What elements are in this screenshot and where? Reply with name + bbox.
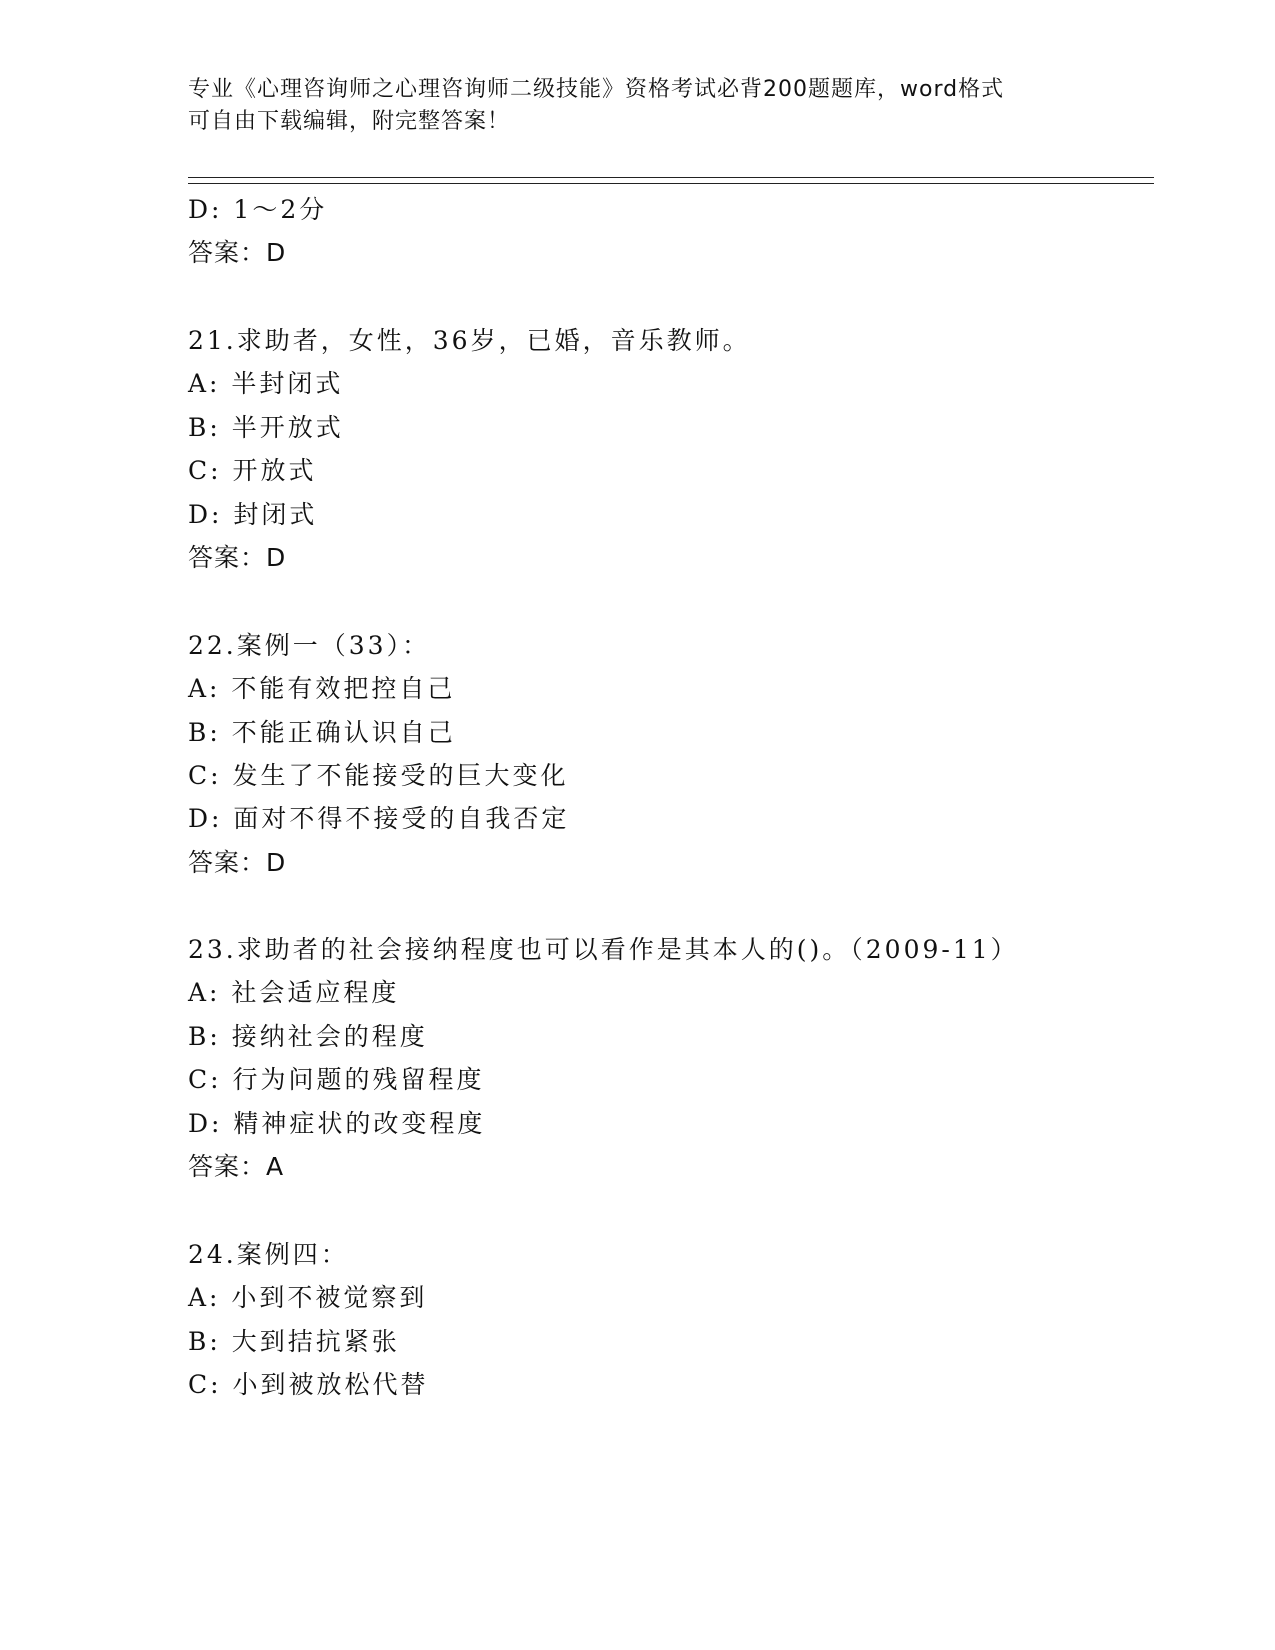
- question-23-stem: 23.求助者的社会接纳程度也可以看作是其本人的()。（2009-11）: [188, 935, 1019, 964]
- question-22-stem: 22.案例一（33）：: [188, 631, 431, 660]
- question-21-answer: 答案：D: [188, 543, 287, 572]
- question-21-option-a: A: 半封闭式: [188, 369, 344, 398]
- header-title-line-2: 可自由下载编辑，附完整答案！: [188, 109, 511, 134]
- question-23-option-a: A: 社会适应程度: [188, 978, 400, 1007]
- question-22-answer: 答案：D: [188, 848, 287, 877]
- question-22-option-c: C: 发生了不能接受的巨大变化: [188, 761, 569, 790]
- question-21-option-b: B: 半开放式: [188, 413, 344, 442]
- question-22-option-d: D: 面对不得不接受的自我否定: [188, 804, 570, 833]
- question-21-option-d: D: 封闭式: [188, 500, 318, 529]
- question-24-option-c: C: 小到被放松代替: [188, 1370, 429, 1399]
- question-22-option-a: A: 不能有效把控自己: [188, 674, 456, 703]
- question-21-option-c: C: 开放式: [188, 456, 317, 485]
- question-24-option-a: A: 小到不被觉察到: [188, 1283, 428, 1312]
- question-23-answer: 答案：A: [188, 1152, 285, 1181]
- question-21-stem: 21.求助者，女性，36岁，已婚，音乐教师。: [188, 326, 751, 355]
- question-23-option-b: B: 接纳社会的程度: [188, 1022, 428, 1051]
- header-title-line-1: 专业《心理咨询师之心理咨询师二级技能》资格考试必背200题题库，word格式: [188, 77, 1005, 102]
- question-24-stem: 24.案例四：: [188, 1240, 349, 1269]
- question-22-option-b: B: 不能正确认识自己: [188, 718, 456, 747]
- document-header: [188, 74, 1088, 138]
- question-23-option-c: C: 行为问题的残留程度: [188, 1065, 485, 1094]
- question-23-option-d: D: 精神症状的改变程度: [188, 1109, 486, 1138]
- question-24-option-b: B: 大到拮抗紧张: [188, 1327, 400, 1356]
- header-divider-bottom: [188, 183, 1154, 184]
- prev-question-option-d: D: 1～2分: [188, 195, 328, 224]
- prev-question-answer: 答案：D: [188, 238, 287, 267]
- header-divider-top: [188, 177, 1154, 178]
